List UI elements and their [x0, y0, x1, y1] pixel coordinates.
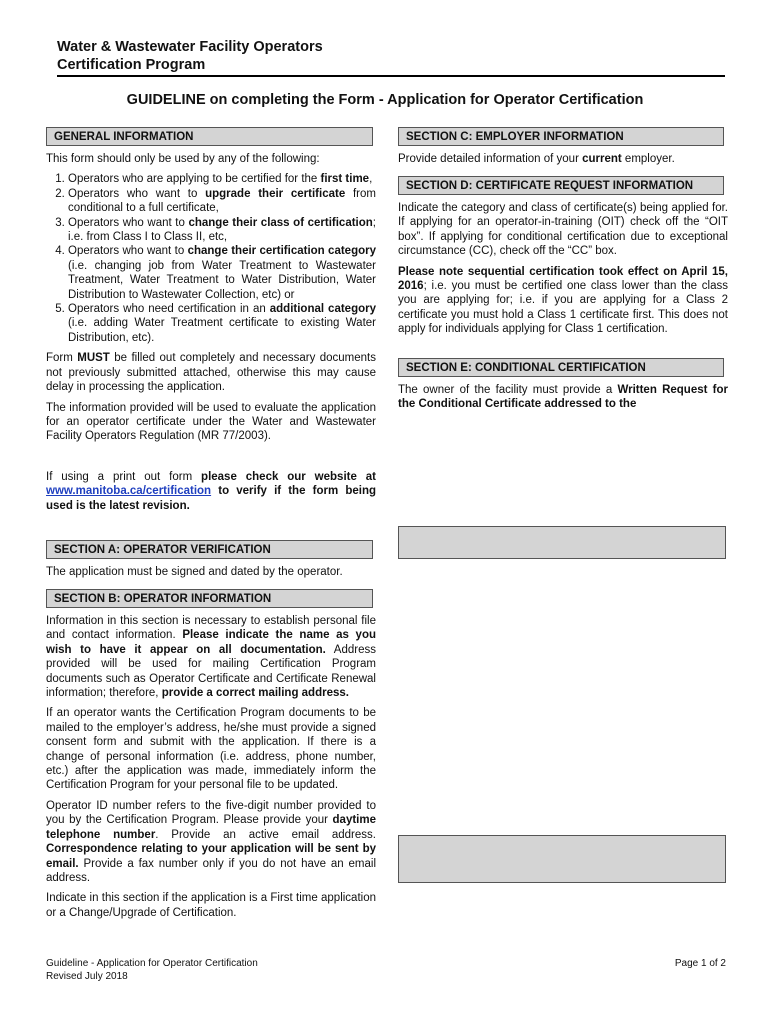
redacted-block	[398, 526, 726, 559]
certification-website-link[interactable]: www.manitoba.ca/certification	[46, 485, 212, 498]
must-paragraph: Form MUST be filled out completely and necessary documents not previously submitted attached, otherwise this may cause delay in processing the application.	[46, 352, 376, 394]
general-intro: This form should only be used by any of the following:	[46, 153, 320, 165]
section-d-paragraph: Indicate the category and class of certificate(s) being applied for. If applying for an operator-in-training (OIT) check off the “OIT box”. If applying for conditional certification due to exceptional circumstance (CC), check off the “CC” box.	[398, 202, 728, 258]
eligibility-list	[46, 172, 376, 345]
sequential-note: Please note sequential certification took effect on April 15, 2016; i.e. you must be certified one class lower than the class you are applying for; i.e. if you are applying for a Class 2 certificate you must hold a Class 1 certificate first. This does not apply for individuals applying for Class 1 certification.	[398, 265, 728, 336]
section-c-text: Provide detailed information of your current employer.	[398, 153, 675, 165]
list-item: 3. Operators who want to change their class of certification; i.e. from Class I to Class II, etc,	[68, 216, 376, 245]
list-item: 5. Operators who need certification in an additional category (i.e. adding Water Treatment certificate to existing Water Distribution, etc).	[68, 302, 376, 345]
general-info-body	[46, 152, 376, 513]
list-item: 4. Operators who want to change their certification category (i.e. changing job from Water Treatment to Wastewater Treatment, Water Treatment to Water Distribution, Water Distribution to Wastewater Collection, etc) or	[68, 244, 376, 302]
redacted-block	[398, 835, 726, 883]
section-b-body	[46, 614, 376, 920]
section-b-paragraph: If an operator wants the Certification Program documents to be mailed to the employer’s address, he/she must provide a signed consent form and submit with the application. If there is a change of personal information (i.e. address, phone number, etc.) after the application was made, immediately inform the Certification Program for your personal file to be updated.	[46, 707, 376, 792]
header-rule	[57, 75, 725, 77]
section-e-heading: SECTION E: CONDITIONAL CERTIFICATION	[398, 358, 724, 377]
program-title	[57, 38, 323, 74]
page-title: GUIDELINE on completing the Form - Application for Operator Certification	[126, 92, 644, 108]
section-e-text: The owner of the facility must provide a Written Request for the Conditional Certificate addressed to the	[398, 384, 728, 411]
section-c-heading: SECTION C: EMPLOYER INFORMATION	[398, 127, 724, 146]
list-item: 2. Operators who want to upgrade their certificate from conditional to a full certificate,	[68, 187, 376, 216]
regulation-paragraph: The information provided will be used to evaluate the application for an operator certificate under the Water and Wastewater Facility Operators Regulation (MR 77/2003).	[46, 401, 376, 443]
section-a-heading: SECTION A: OPERATOR VERIFICATION	[46, 540, 373, 559]
org-name: Water & Wastewater Facility Operators	[57, 39, 323, 55]
footer-doc-title: Guideline - Application for Operator Certification	[46, 958, 258, 969]
section-a-text: The application must be signed and dated by the operator.	[46, 566, 343, 578]
general-info-heading: GENERAL INFORMATION	[46, 127, 373, 146]
list-item: 1. Operators who are applying to be certified for the first time,	[68, 172, 376, 186]
footer	[46, 958, 258, 983]
section-d-heading: SECTION D: CERTIFICATE REQUEST INFORMATION	[398, 176, 724, 195]
section-d-body	[398, 201, 728, 337]
section-b-paragraph: Information in this section is necessary to establish personal file and contact information. Please indicate the name as you wish to have it appear on all documentation. Address provided will be used for mailing Certification Program documents such as Operator Certificate and Certificate Renewal information; therefore, provide a correct mailing address.	[46, 615, 376, 700]
website-paragraph: If using a print out form please check our website at www.manitoba.ca/certification to verify if the form being used is the latest revision.	[46, 470, 376, 512]
section-b-paragraph: Indicate in this section if the application is a First time application or a Change/Upgrade of Certification.	[46, 892, 376, 919]
program-name: Certification Program	[57, 57, 206, 73]
footer-revision: Revised July 2018	[46, 970, 128, 982]
page-number: Page 1 of 2	[674, 958, 726, 969]
section-b-heading: SECTION B: OPERATOR INFORMATION	[46, 589, 373, 608]
section-b-paragraph: Operator ID number refers to the five-digit number provided to you by the Certification Program. Please provide your daytime telephone number. Provide an active email address. Correspondence relating to your application will be sent by email. Provide a fax number only if you do not have an email address.	[46, 799, 376, 884]
